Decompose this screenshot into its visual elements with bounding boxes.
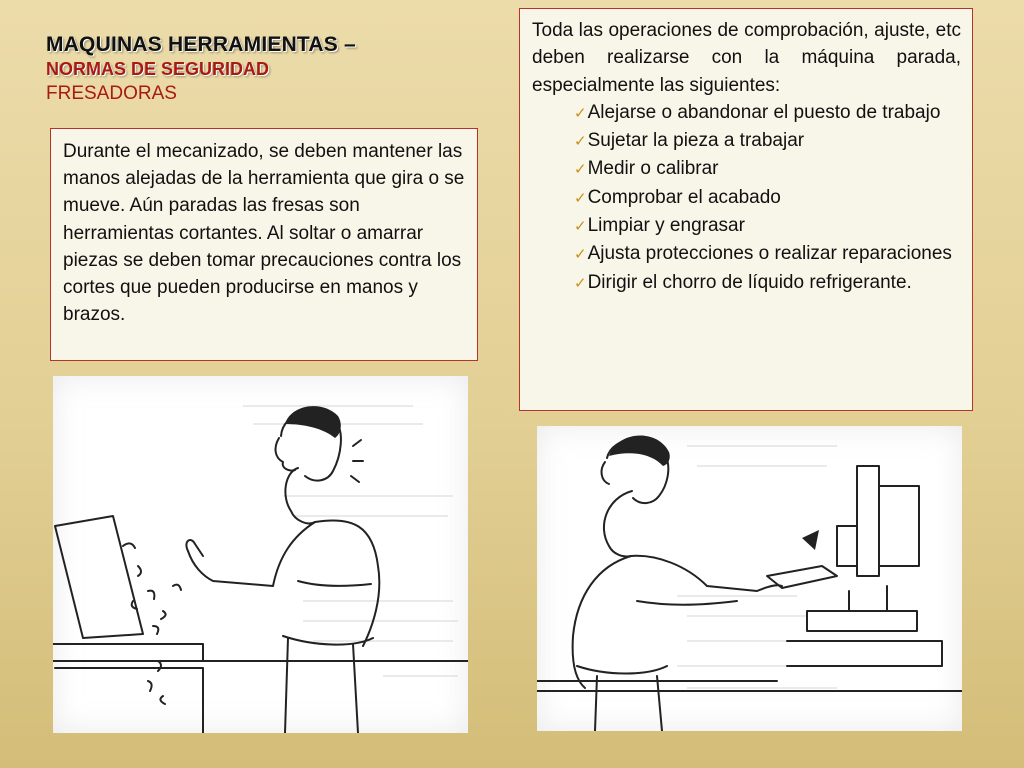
checkmark-icon: ✓ [574,133,587,151]
hands-warning-box [50,128,478,361]
checks-intro-text: Toda las operaciones de comprobación, ajuste, etc deben realizarse con la máquina parada, especialmente las siguientes: [532,20,961,96]
illustration-worker-chips [53,376,468,733]
illustration-worker-machine [537,426,962,731]
section-title: FRESADORAS [46,83,177,104]
page-title: MAQUINAS HERRAMIENTAS – [46,33,356,56]
checkmark-icon: ✓ [574,218,587,236]
checkmark-icon: ✓ [574,104,587,122]
page-subtitle: NORMAS DE SEGURIDAD [46,59,270,79]
list-item: ✓Comprobar el acabado [574,186,781,208]
list-item: ✓Limpiar y engrasar [574,215,745,237]
list-item: ✓Dirigir el chorro de líquido refrigerante. [574,271,912,293]
worker-machine-drawing [537,426,962,731]
checkmark-icon: ✓ [574,189,587,207]
checkmark-icon: ✓ [574,161,587,179]
list-item: ✓Ajusta protecciones o realizar reparaciones [574,243,952,265]
list-item: ✓Medir o calibrar [574,158,719,180]
list-item: ✓Alejarse o abandonar el puesto de trabajo [574,101,941,123]
checks-list [532,99,961,297]
checks-stopped-machine-box [519,8,973,411]
hands-warning-text: Durante el mecanizado, se deben mantener las manos alejadas de la herramienta que gira o se mueve. Aún paradas las fresas son herramientas cortantes. Al soltar o amarrar piezas se deben tomar precauciones contra los cortes que pueden producirse en manos y brazos. [63,141,465,326]
worker-chips-drawing [53,376,468,733]
checkmark-icon: ✓ [574,246,587,264]
list-item: ✓Sujetar la pieza a trabajar [574,130,805,152]
checkmark-icon: ✓ [574,274,587,292]
title-block [46,33,356,105]
